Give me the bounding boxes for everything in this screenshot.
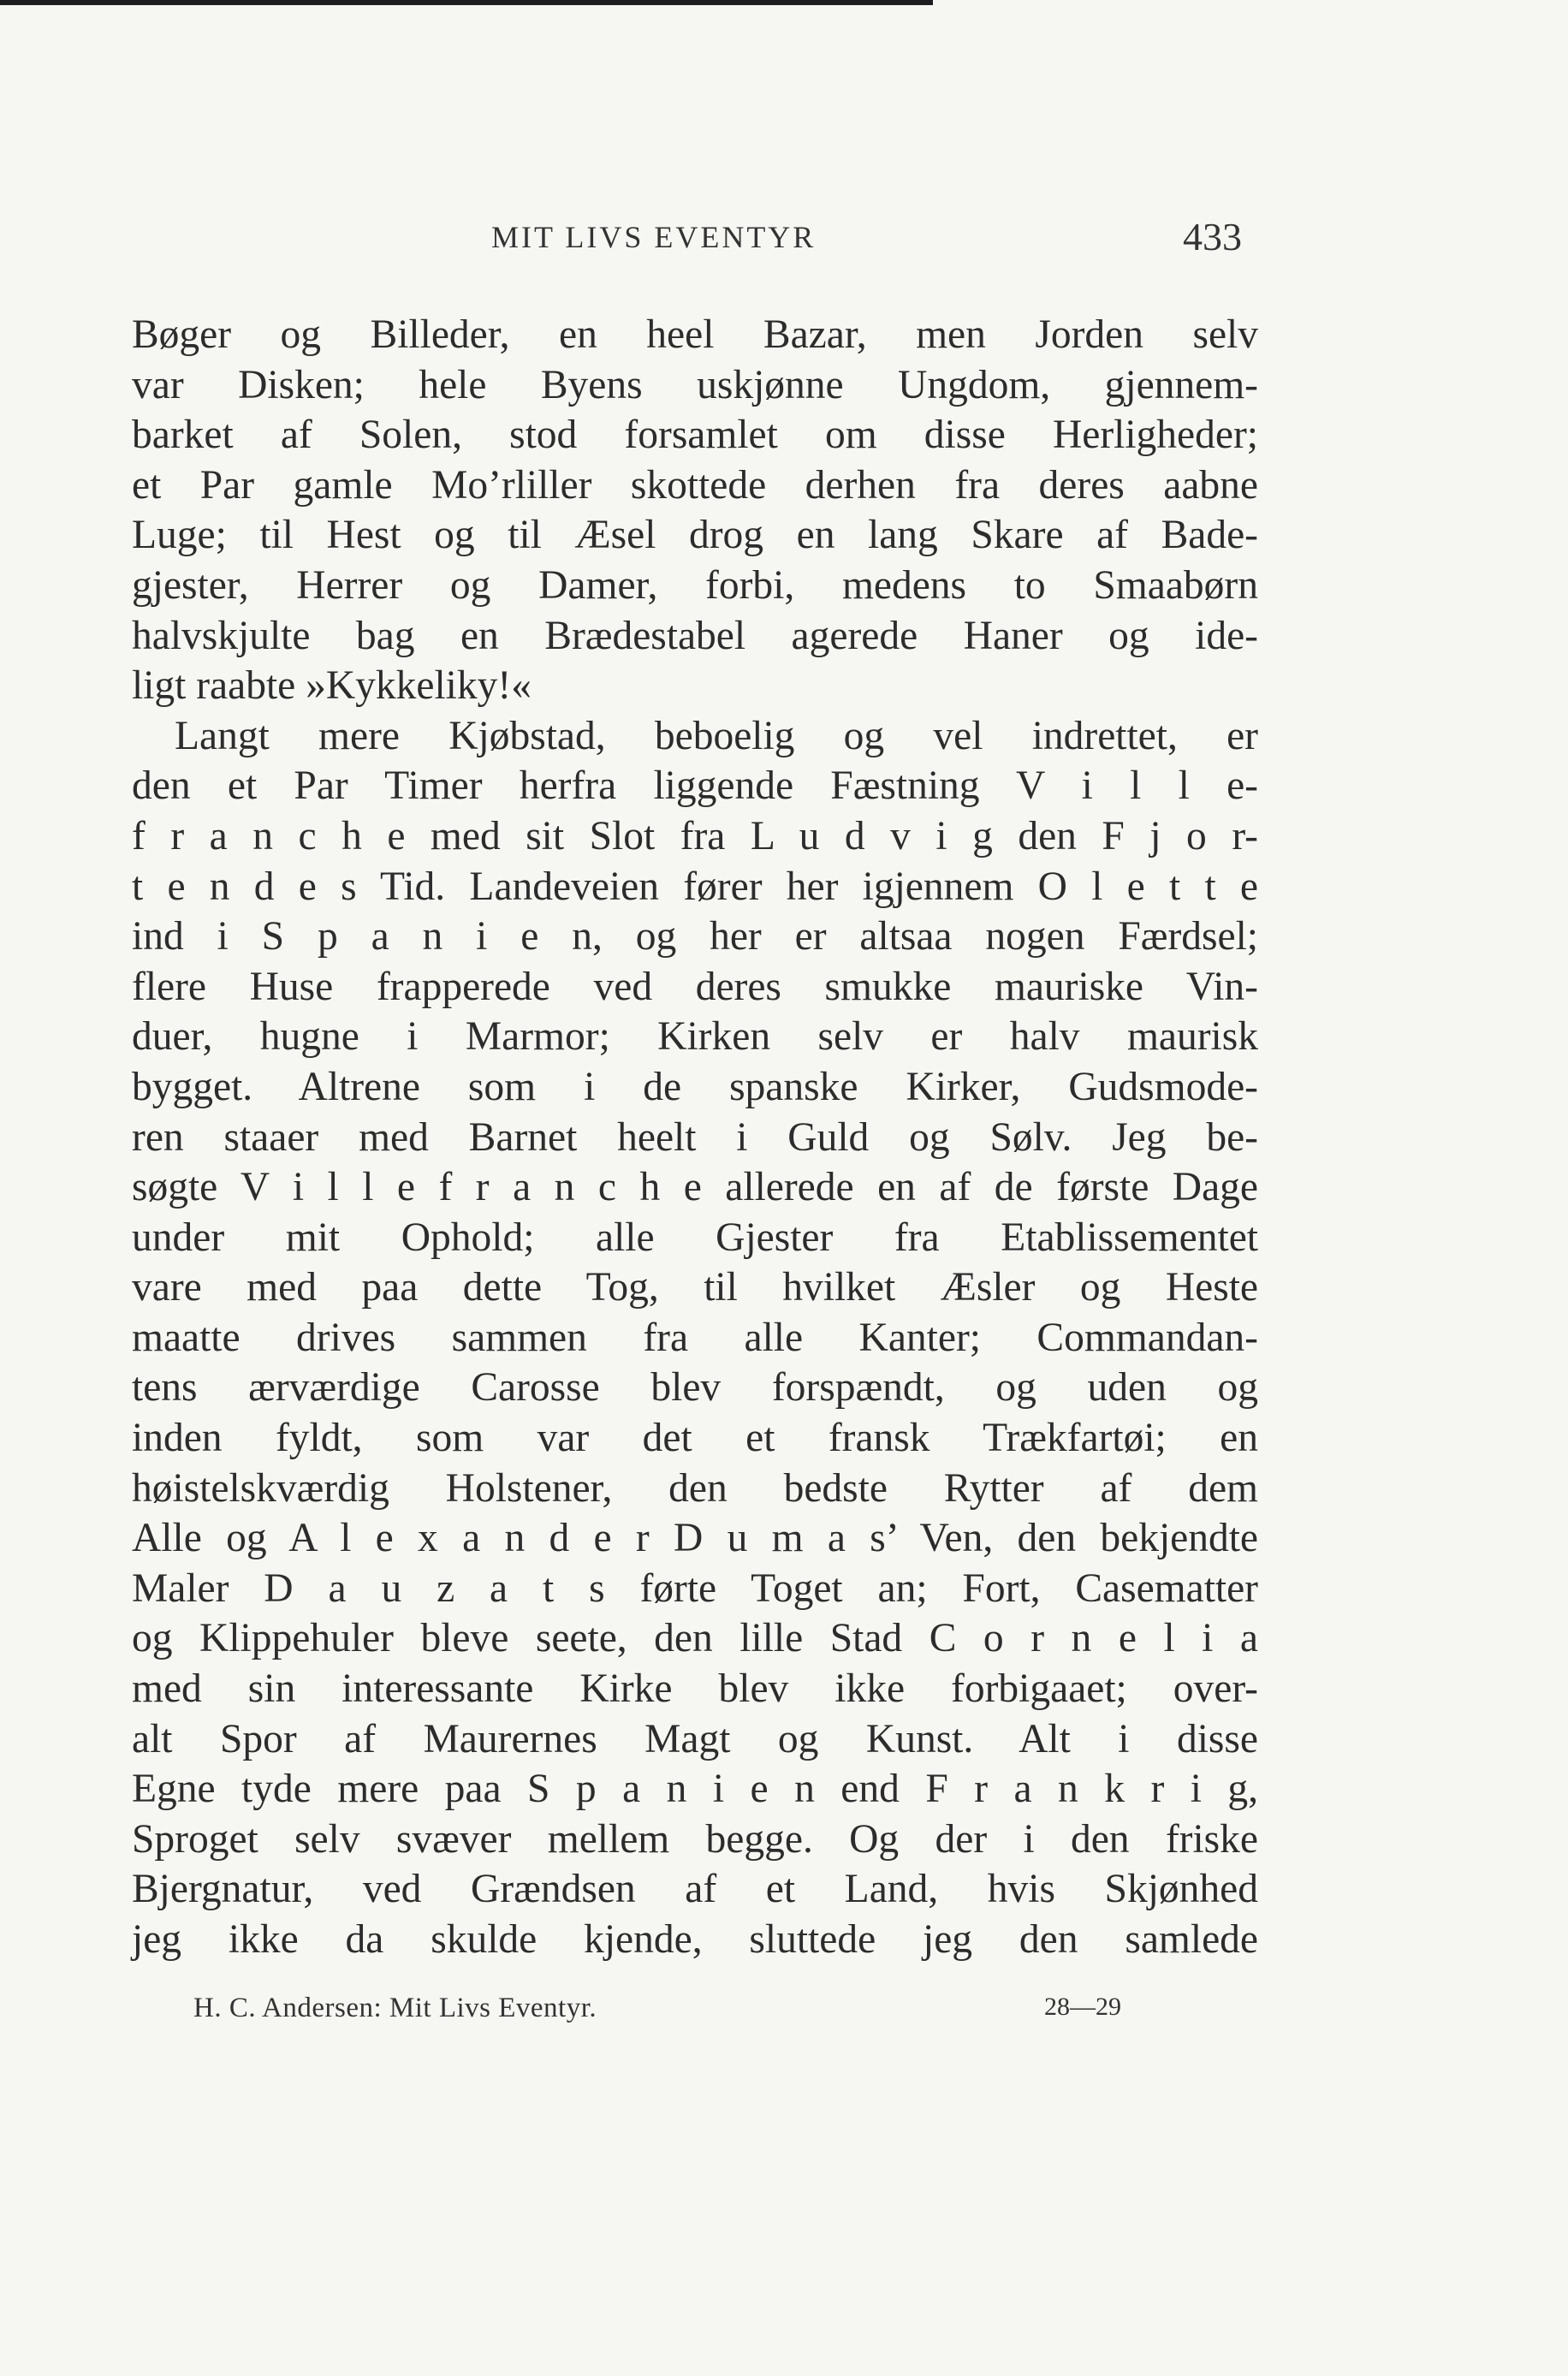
sheet-mark: 28—29 <box>1044 1993 1121 2021</box>
text-line: Luge; til Hest og til Æsel drog en lang Skare af Bade- <box>132 513 1258 558</box>
text-line: under mit Ophold; alle Gjester fra Etablissementet <box>132 1215 1258 1260</box>
text-line: høistelskværdig Holstener, den bedste Rytter af dem <box>132 1465 1258 1511</box>
text-line: alt Spor af Maurernes Magt og Kunst. Alt i disse <box>132 1716 1258 1761</box>
text-line: Langt mere Kjøbstad, beboelig og vel indrettet, er <box>175 713 1258 758</box>
running-title: MIT LIVS EVENTYR <box>491 220 817 254</box>
text-line: søgte V i l l e f r a n c h e allerede en af de første Dage <box>132 1165 1258 1210</box>
body-text <box>132 310 1258 1965</box>
text-line: og Klippehuler bleve seete, den lille Stad C o r n e l i a <box>132 1616 1258 1661</box>
text-line: barket af Solen, stod forsamlet om disse Herligheder; <box>132 413 1258 458</box>
text-line: med sin interessante Kirke blev ikke forbigaaet; over- <box>132 1666 1258 1712</box>
text-line: halvskjulte bag en Brædestabel agerede Haner og ide- <box>132 613 1258 658</box>
text-line: tens ærværdige Carosse blev forspændt, og uden og <box>132 1365 1258 1411</box>
page-number: 433 <box>1183 215 1242 258</box>
text-line: gjester, Herrer og Damer, forbi, medens to Smaabørn <box>132 562 1258 608</box>
text-line: den et Par Timer herfra liggende Fæstning V i l l e- <box>132 763 1258 809</box>
text-line: Maler D a u z a t s førte Toget an; Fort, Casematter <box>132 1565 1258 1611</box>
text-line: var Disken; hele Byens uskjønne Ungdom, gjennem- <box>132 362 1258 407</box>
text-line: ligt raabte »Kykkeliky!« <box>132 663 532 709</box>
text-line: maatte drives sammen fra alle Kanter; Commandan- <box>132 1315 1258 1360</box>
text-line: ind i S p a n i e n, og her er altsaa nogen Færdsel; <box>132 914 1258 959</box>
text-line: jeg ikke da skulde kjende, sluttede jeg den samlede <box>132 1917 1258 1962</box>
text-line: Egne tyde mere paa S p a n i e n end F r a n k r i g, <box>132 1767 1258 1812</box>
text-line: duer, hugne i Marmor; Kirken selv er halv maurisk <box>132 1014 1258 1060</box>
text-line: inden fyldt, som var det et fransk Trækfartøi; en <box>132 1416 1258 1461</box>
text-line: Bjergnatur, ved Grændsen af et Land, hvis Skjønhed <box>132 1867 1258 1912</box>
text-line: Alle og A l e x a n d e r D u m a s’ Ven, den bekjendte <box>132 1516 1258 1561</box>
text-line: ren staaer med Barnet heelt i Guld og Sølv. Jeg be- <box>132 1114 1258 1160</box>
footer-signature: H. C. Andersen: Mit Livs Eventyr. <box>193 1993 597 2023</box>
text-line: t e n d e s Tid. Landeveien fører her igjennem O l e t t e <box>132 864 1258 909</box>
scan-top-edge <box>0 0 933 5</box>
text-line: Bøger og Billeder, en heel Bazar, men Jorden selv <box>132 312 1258 357</box>
text-line: Sproget selv svæver mellem begge. Og der i den friske <box>132 1816 1258 1862</box>
text-line: vare med paa dette Tog, til hvilket Æsler og Heste <box>132 1265 1258 1310</box>
text-line: f r a n c h e med sit Slot fra L u d v i g den F j o r- <box>132 813 1258 858</box>
text-line: bygget. Altrene som i de spanske Kirker, Gudsmode- <box>132 1064 1258 1109</box>
text-line: flere Huse frapperede ved deres smukke mauriske Vin- <box>132 964 1258 1009</box>
text-line: et Par gamle Mo’rliller skottede derhen fra deres aabne <box>132 462 1258 508</box>
